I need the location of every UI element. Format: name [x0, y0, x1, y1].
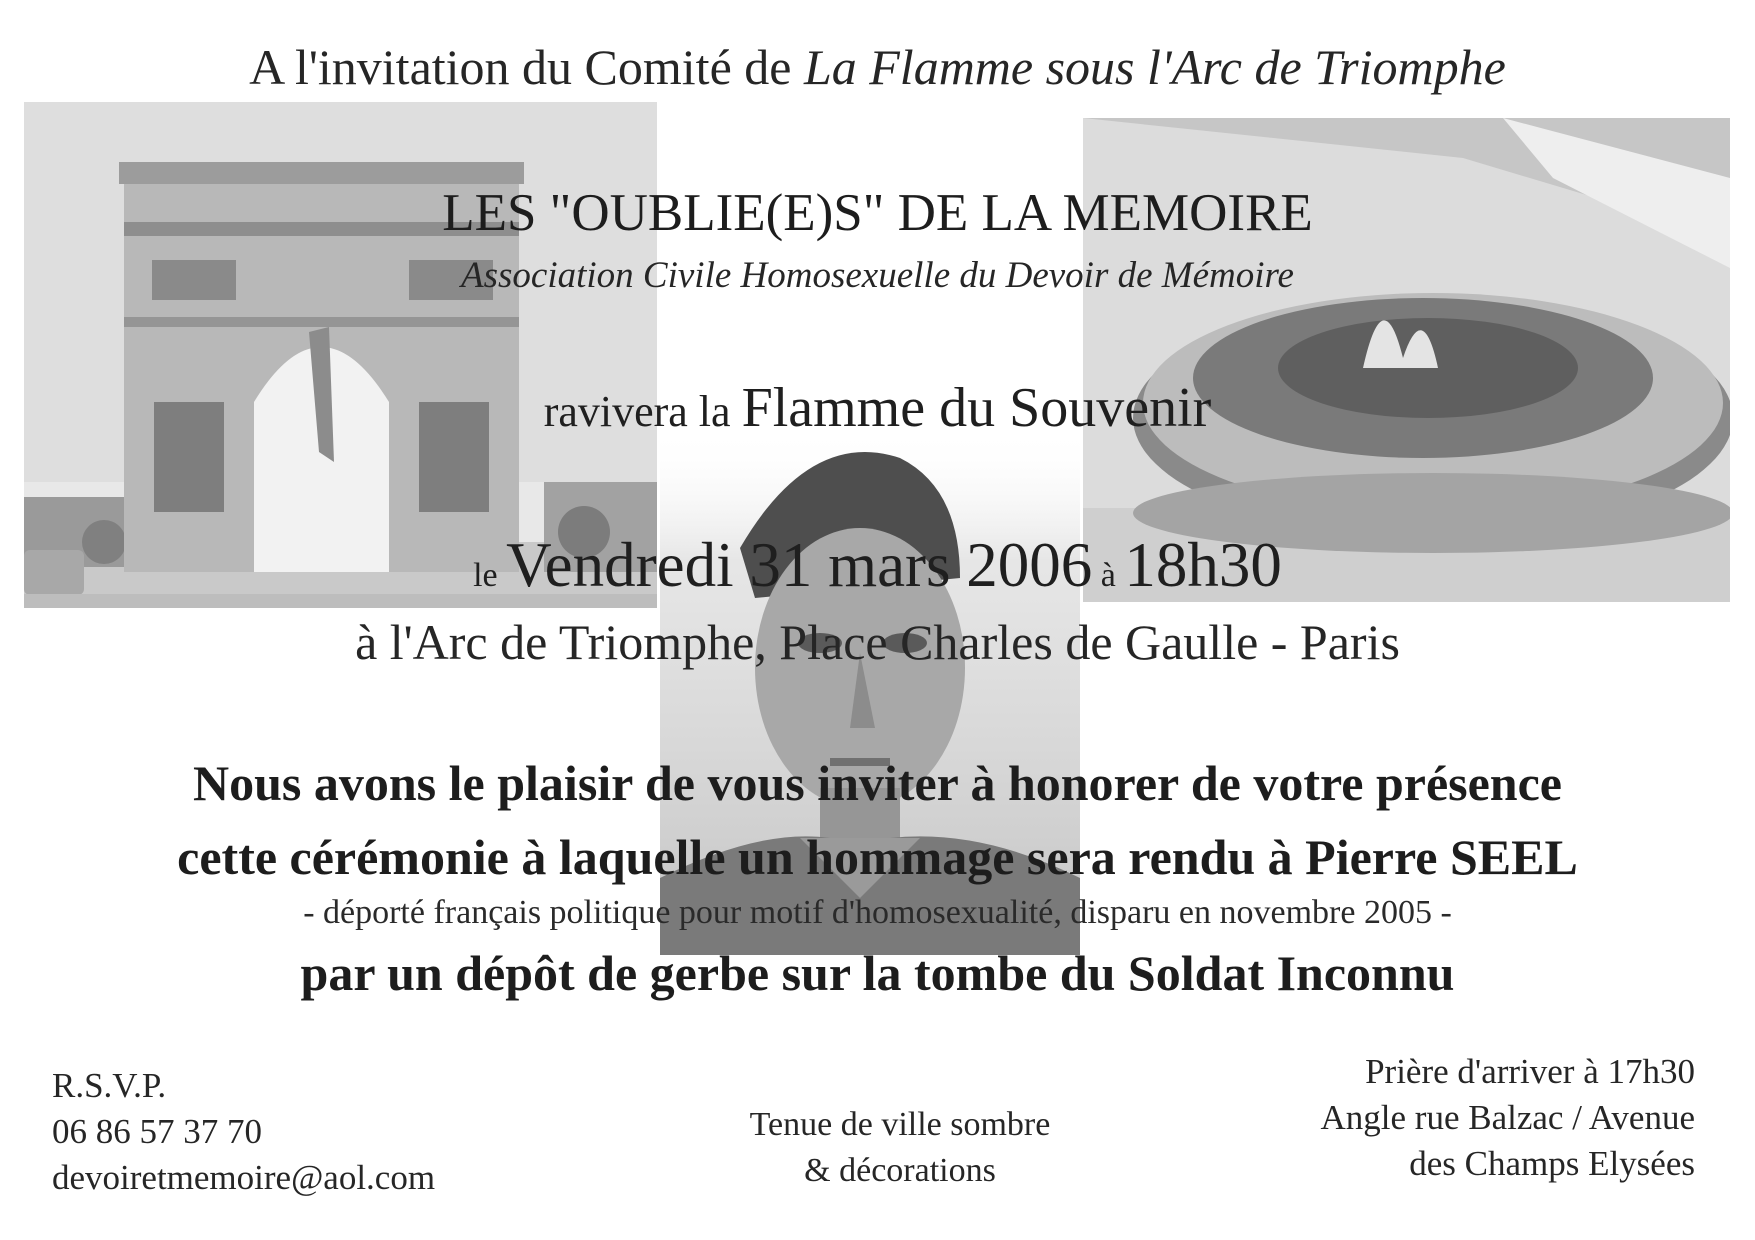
invitation-line [0, 38, 1755, 96]
arrival-line-3: des Champs Elysées [1409, 1144, 1695, 1183]
rsvp-block [52, 1063, 435, 1201]
date-connector: à [1092, 557, 1125, 594]
dress-code-line-2: & décorations [804, 1152, 996, 1189]
rsvp-label: R.S.V.P. [52, 1066, 167, 1105]
rsvp-email: devoiretmemoire@aol.com [52, 1158, 436, 1197]
dress-code-block [700, 1102, 1100, 1194]
invitation-body-line-1: Nous avons le plaisir de vous inviter à honorer de votre présence [193, 755, 1562, 811]
invitation-body-line-2: cette cérémonie à laquelle un hommage sera rendu à Pierre SEEL [177, 829, 1578, 885]
ravivera-prefix: ravivera la [543, 387, 742, 436]
arrival-block [1321, 1049, 1695, 1187]
association-name: LES "OUBLIE(E)S" DE LA MEMOIRE [442, 184, 1313, 242]
flamme-du-souvenir: Flamme du Souvenir [741, 377, 1212, 439]
rsvp-phone: 06 86 57 37 70 [52, 1112, 262, 1151]
dress-code-line-1: Tenue de ville sombre [749, 1106, 1051, 1143]
event-place: à l'Arc de Triomphe, Place Charles de Gaulle - Paris [355, 614, 1400, 670]
invitation-body-line-3: par un dépôt de gerbe sur la tombe du Soldat Inconnu [300, 945, 1455, 1001]
association-subtitle: Association Civile Homosexuelle du Devoir de Mémoire [461, 255, 1294, 296]
committee-name: La Flamme sous l'Arc de Triomphe [803, 39, 1506, 95]
event-date-line [0, 529, 1755, 602]
date-prefix: le [473, 557, 507, 594]
arrival-line-1: Prière d'arriver à 17h30 [1365, 1052, 1695, 1091]
event-time: 18h30 [1124, 530, 1282, 600]
ravivera-line [0, 376, 1755, 440]
arrival-line-2: Angle rue Balzac / Avenue [1320, 1098, 1695, 1137]
deportation-note: - déporté français politique pour motif d'homosexualité, disparu en novembre 2005 - [303, 894, 1452, 931]
event-date: Vendredi 31 mars 2006 [506, 530, 1093, 600]
invitation-prefix: A l'invitation du Comité de [249, 39, 804, 95]
